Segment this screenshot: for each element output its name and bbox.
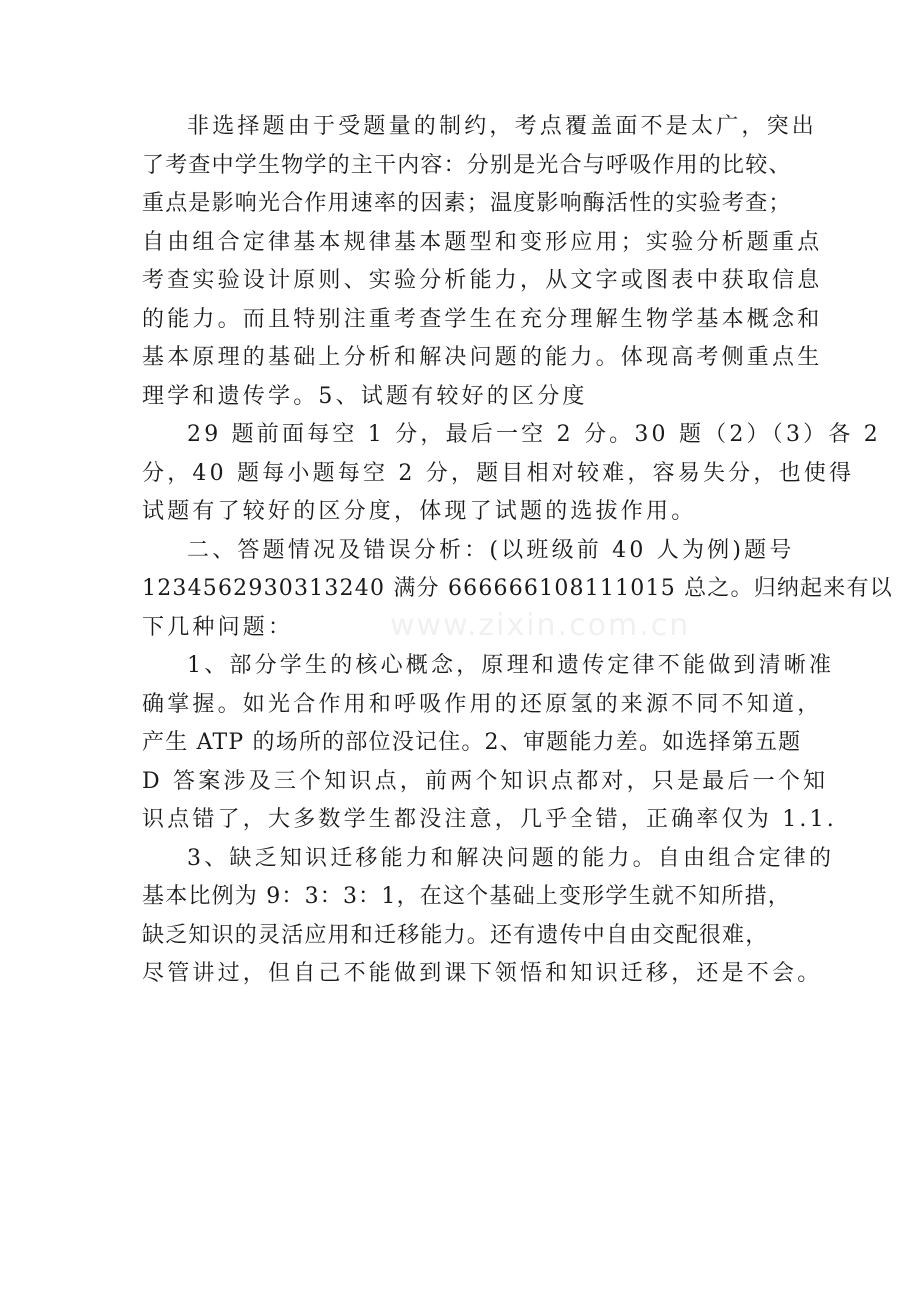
paragraph-scoring: [142, 416, 881, 532]
paragraph-non-choice-summary: [142, 108, 823, 416]
text-line: 的能力。而且特别注重考查学生在充分理解生物学基本概念和: [142, 306, 823, 332]
text-line: 基本比例为 9：3：3：1，在这个基础上变形学生就不知所措，: [142, 884, 791, 909]
text-line: 试题有了较好的区分度，体现了试题的选拔作用。: [142, 499, 697, 524]
text-line: 1234562930313240 满分 666666108111015 总之。归纳起来有以: [142, 576, 893, 601]
text-line: 识点错了，大多数学生都没注意，几乎全错，正确率仅为 1.1.: [142, 807, 837, 832]
text-line: 产生 ATP 的场所的部位没记住。2、审题能力差。如选择第五题: [142, 730, 802, 755]
watermark-text: www.zixin.com.cn: [390, 608, 691, 643]
text-line: 考查实验设计原则、实验分析能力，从文字或图表中获取信息: [142, 268, 823, 293]
text-line: 确掌握。如光合作用和呼吸作用的还原氢的来源不同不知道，: [142, 691, 823, 717]
paragraph-problem-1-2: [142, 647, 837, 840]
text-line: 二、答题情况及错误分析：(以班级前 40 人为例)题号: [187, 537, 795, 563]
paragraph-problem-3: [142, 840, 835, 994]
text-line: 下几种问题：: [142, 614, 294, 640]
text-line: 非选择题由于受题量的制约，考点覆盖面不是太广，突出: [187, 114, 818, 139]
text-line: 理学和遗传学。5、试题有较好的区分度: [142, 383, 588, 409]
text-line: 重点是影响光合作用速率的因素；温度影响酶活性的实验考查；: [142, 191, 792, 216]
paragraph-answer-analysis: [142, 532, 893, 648]
text-line: 基本原理的基础上分析和解决问题的能力。体现高考侧重点生: [142, 345, 823, 370]
document-body: [142, 108, 893, 994]
text-line: 1、部分学生的核心概念，原理和遗传定律不能做到清晰准: [187, 653, 835, 678]
text-line: 了考查中学生物学的主干内容：分别是光合与呼吸作用的比较、: [142, 152, 792, 178]
text-line: 3、缺乏知识迁移能力和解决问题的能力。自由组合定律的: [187, 845, 835, 871]
text-line: 尽管讲过，但自己不能做到课下领悟和知识迁移，还是不会。: [142, 961, 823, 986]
text-line: 自由组合定律基本规律基本题型和变形应用；实验分析题重点: [142, 229, 823, 255]
text-line: D 答案涉及三个知识点，前两个知识点都对，只是最后一个知: [142, 768, 829, 794]
text-line: 分，40 题每小题每空 2 分，题目相对较难，容易失分，也使得: [142, 460, 855, 486]
text-line: 缺乏知识的灵活应用和迁移能力。还有遗传中自由交配很难，: [142, 922, 769, 948]
text-line: 29 题前面每空 1 分，最后一空 2 分。30 题（2）（3）各 2: [187, 422, 881, 447]
